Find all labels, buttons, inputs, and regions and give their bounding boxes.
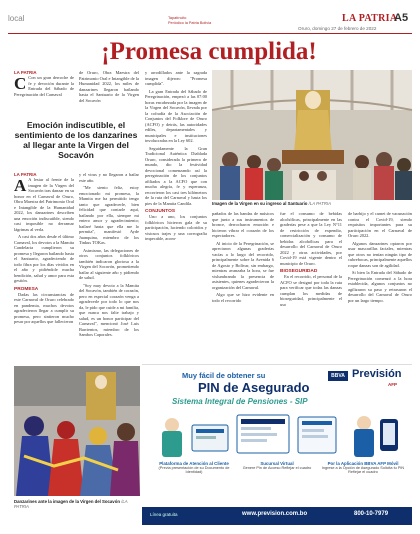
dropcap-2: A [14,177,27,195]
section-promesa: PROMESA [14,286,39,292]
article-subhead: Emoción indiscutible, el sentimiento de los danzarines al llegar ante la Virgen del Socavón [14,120,138,160]
ad-step-2-title: Sucursal Virtual [260,461,294,466]
ad-step-3 [318,461,408,474]
photo-credit-bottom: /LA PATRIA [14,499,128,509]
column5-p2: En el recorrido, el personal de la ACFO se designó por toda la ruta para verificar que todas las danzas cumplan los medidas de bioseguridad, principalmente el uso [280,274,342,307]
issue-date: Oruro, domingo 27 de febrero de 2022 [298,26,377,31]
column3-p1: y arrodillados ante la sagrada imagen dijeron: "Promesa cumplida". [145,70,207,86]
ad-prevision [142,364,412,527]
column6-p2: Algunos danzarines optaron por usar mascarillas faciales, mientras que otros no tenían ningún tipo de cubrebocas, principalmente aquellos roque danzas son de agilidad. [348,240,412,268]
photo-caption-bottom-text: Danzarines ante la imagen de la Virgen del Socavón [14,499,120,504]
photo-caption-top-text: Imagen de la Virgen en su ingreso al Santuario [212,201,308,206]
header-mid-line1: Tapatíncito [168,16,187,20]
photo-caption-top [212,201,412,206]
column2-p2: "Me siento feliz, estoy emocionado mi promesa, la Mamita me ha permitido tengo tanto que agradecerle, bien felicidad que contarle aquí, bailando por ella, siempre mi entero amor y agradecimiento; bailaré hasta que ella me lo permita", manifestó Ayde Juanquina, miembro de los Tinkus TOKas. [79,185,139,245]
ad-footer-bar [142,507,412,525]
column1-p3: Dadas las circunstancias de este Carnaval de Oruro celebrado en pandemia, muchos devotos agradecieron llegar a cumplir su promesa, pero sintieron mucho pesar por aquellos que fallecieron [14,291,74,324]
ad-step-2 [242,461,312,470]
ad-line1: Muy fácil de obtener su [182,371,266,380]
column2-p1: y el virus y no llegaron a bailar este año. [79,172,139,183]
photo-virgin-entry [212,70,412,200]
column3-p2: La gran Entrada del Sábado de Peregrinación, empezó a las 07:00 horas encabezada por la imagen de la Virgen del Socavón, llevada por la cofradía de la Asociación de Conjuntos del Folklore de Oruro (ACFO) y detrás, las autoridades ediles, departamentales y municipales e instituciones involucradas en la Ley 602. [145,88,207,143]
ad-phone: 800-10-7979 [354,511,389,517]
ad-brand-sub: AFP [388,382,397,387]
intro-text [14,75,74,115]
column6-p3: Si bien la Entrada del Sábado de Peregrinación comenzó a la hora establecida, algunos conjuntos no agilizaron su paso y retrasaron el desarrollo del Carnaval de Oruro por un largo tiempo. [348,270,412,303]
header-mid [168,16,211,25]
photo-caption-bottom [14,499,140,509]
photo-dancers-illustration [14,366,140,496]
ad-step-3-text: Ingrese a la Opción de Asegurado Solicita tu PIN Reflejar el cuadro [321,466,405,474]
byline-2: LA PATRIA [14,172,37,177]
ad-illustration [142,411,412,459]
ad-step-1-text: (Previa presentación de su Documento de Identidad) [158,466,230,474]
column2-p4: "Soy muy devoto a la Mamita del Socavón, también de corazón, pero en especial corazón venga a agradecerle por todo lo que nos da, le pido que cuide a mi familia, que nunca nos falte trabajo y salud, es un honor participar del Carnaval", mencionó José Luis Barrientos, miembro de los Sambos Caporales. [79,282,139,337]
column2-p3: Asimismo, las delegaciones de otros conjuntos folklóricos también indicaron gloriosa a la Virgen del Socavón, prometiendo bailar al siguiente año y pidiendo de salud. [79,247,139,280]
ad-brand-box: BBVA [328,371,348,381]
column3-p3: Seguidamente la Gran Tradicional Auténtica Diablada Oruro, considerada la primera de mundo, dio la festividad devocional comenzando así la peregrinación de los conjuntos afiliados a la ACFO que con mucha alegría, fe y esperanza, recorrieron los casi tres kilómetros de la ruta del Carnaval y hasta los pies de la Mamita Candila. [145,145,207,206]
ad-step-2-text: Genere Pin de Acceso Reflejar el cuadro [242,466,312,470]
ad-line2: PIN de Asegurado [198,380,310,395]
column1-p2: A casi dos años desde el último Carnaval, los devotos a la Mamita Candelaria cumplieron su promesa y llegaron bailando hasta el Santuario, agradeciendo de todo fibra por los días vividos en el año y pidiéndole mucha bendición, salud y amor para esta gestión. [14,234,74,283]
section-conjuntos: CONJUNTOS [145,209,176,214]
photo-dancers [14,366,140,496]
column5 [280,211,342,361]
column3-p4: Uno a uno, los conjuntos folklóricos hicieron gala de su participación, luciendo coloridos y vistosos trajes y una coreografía impecable, acom- [145,214,207,241]
section-label: local [8,14,25,23]
column4-p3: Algo que se hizo evidente en todo el recorrido [212,292,274,303]
column1-p1 [14,177,74,232]
ad-brand-name: Previsión [352,368,402,380]
intro-paragraph: Con un gran derroche de fe y devoción durante la Entrada del Sábado de Peregrinación del Carnaval [14,75,74,97]
page-headline: ¡Promesa cumplida! [101,38,317,65]
byline: LA PATRIA [14,70,37,75]
newspaper-brand: LA PATRIA [342,13,398,24]
photo-illustration [212,70,412,200]
ad-step-1 [152,461,236,474]
column3 [145,70,207,360]
ad-website: www.prevision.com.bo [242,511,308,517]
column6-p1: de barbijo y el carnet de vacunación contra el Covid-19, siendo requisitos importantes para su participación en el Carnaval de Oruro 2022. [348,211,412,238]
column4 [212,211,274,361]
column2-top: de Oruro, Obra Maestra del Patrimonio Oral e Intangible de la Humanidad 2022, los miles de danzarines llegaron bailando hasta el Santuario de la Virgen del Socavón [79,70,139,103]
column4-p2: Al inicio de la Peregrinación, se apreciaron algunas graderías vacías a lo largo del recorrido, principalmente sobre la Avenida 6 de Agosto y Bolívar, sin embargo, mientras avanzaba la hora, se fue vislumbrando la presencia de asistentes, quienes agradecieron la organización del Carnaval. [212,240,274,290]
column4-p1: pañados de las bandas de músicos que junto a sus instrumentos de bronce, derrocharon emoción e hicieron vibrar el corazón de los espectadores. [212,211,274,238]
intro-block [14,70,74,118]
ad-footer-note: Línea gratuita [150,512,178,517]
ad-step-1-title: Plataforma de Atención al Cliente [159,461,229,466]
page-number: A5 [394,12,409,24]
column1-p1-text: A lestar al frente de la imagen de la Virgen del Socavón tras danzar en su honor en el Carnaval de Oruro, Obra Maestra del Patrimonio Oral e Intangible de la Humanidad 2022, los danzarines describen una emoción indiscutible, siendo casi imposible no derramar lágrimas al verla. [14,177,74,232]
photo-credit-top: /LA PATRIA [308,201,332,206]
section-bioseguridad: BIOSEGURIDAD [280,269,318,274]
header-mid-line2: Periódico la Patria Bolivia [168,20,212,25]
column6 [348,211,412,361]
column5-p1: fue el consumo de bebidas alcohólicas, principalmente en las graderías pese a que la Ley N°11 de restricción de expendio, comercialización y consumo de bebidas alcohólicas para el desarrollo del Carnaval de Oruro 2022 y otras actividades, por Covid-19 está vigente dentro el municipio de Oruro. [280,211,342,266]
ad-line3: Sistema Integral de Pensiones - SIP [172,397,308,406]
ad-step-3-title: Por la Aplicación BBVA AFP Móvil [327,461,399,466]
dropcap: C [14,75,27,93]
header-rule [8,33,412,34]
